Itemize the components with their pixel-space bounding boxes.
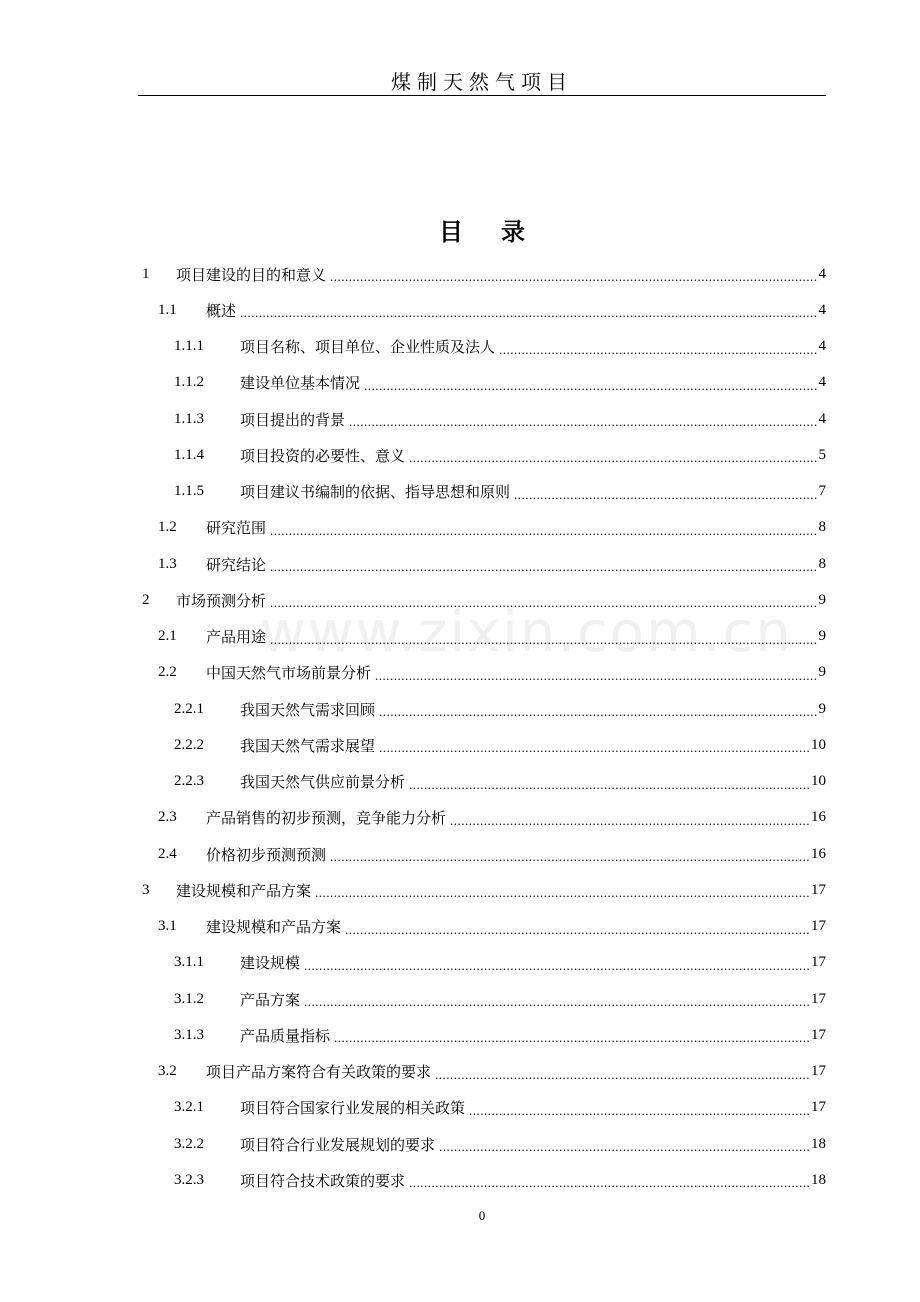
toc-entry-page: 9 [818,628,826,645]
toc-entry-page: 4 [818,265,826,282]
toc-entry-page: 9 [818,664,826,681]
toc-entry-number: 2.2.2 [174,736,204,753]
toc-entry-page: 18 [811,1135,826,1152]
toc-entry-number: 3.2.3 [174,1171,204,1188]
toc-entry[interactable] [138,546,826,582]
watermark: www.zixin.com.cn [260,600,793,665]
toc-dot-leader [304,958,809,974]
toc-entry[interactable] [138,872,826,908]
toc-dot-leader [439,1139,809,1155]
toc-entry-number: 2.4 [158,845,177,862]
toc-entry-number: 3.1.2 [174,990,204,1007]
toc-entry-label: 项目名称、项目单位、企业性质及法人 [240,338,496,357]
toc-dot-leader [379,704,816,720]
toc-entry-label: 建设规模 [240,954,301,973]
toc-entry[interactable] [138,292,826,328]
toc-dot-leader [315,885,809,901]
toc-entry[interactable] [138,945,826,981]
toc-dot-leader [375,668,816,684]
toc-dot-leader [379,740,809,756]
toc-entry-label: 项目建议书编制的依据、指导思想和原则 [240,483,511,502]
toc-entry-label: 市场预测分析 [176,591,267,610]
toc-dot-leader [409,1175,809,1191]
toc-title [138,212,826,247]
toc-entry[interactable] [138,1054,826,1090]
toc-entry-label: 项目产品方案符合有关政策的要求 [206,1063,432,1082]
toc-entry-page: 4 [818,410,826,427]
toc-dot-leader [409,450,816,466]
toc-entry-number: 1.1.5 [174,483,204,500]
toc-dot-leader [330,849,809,865]
toc-entry-number: 3.2 [158,1063,177,1080]
toc-entry-number: 2.2.1 [174,700,204,717]
toc-entry-page: 16 [811,845,826,862]
toc-entry[interactable] [138,474,826,510]
toc-entry[interactable] [138,437,826,473]
toc-entry[interactable] [138,401,826,437]
toc-entry-label: 项目符合国家行业发展的相关政策 [240,1099,466,1118]
toc-entry-number: 1.1.3 [174,410,204,427]
toc-entry-page: 9 [818,591,826,608]
toc-entry-label: 中国天然气市场前景分析 [206,664,372,683]
toc-entry-page: 8 [818,519,826,536]
toc-entry-page: 8 [818,555,826,572]
toc-entry-page: 4 [818,374,826,391]
toc-entry[interactable] [138,619,826,655]
toc-entry-number: 2.2 [158,664,177,681]
toc-entry-number: 1.1 [158,301,177,318]
toc-entry-page: 17 [811,1063,826,1080]
toc-dot-leader [334,1030,809,1046]
toc-entry-page: 17 [811,954,826,971]
toc-dot-leader [409,777,809,793]
toc-entry-number: 3.2.2 [174,1135,204,1152]
toc-entry-label: 项目符合行业发展规划的要求 [240,1135,436,1154]
toc-dot-leader [450,813,809,829]
toc-entry-page: 18 [811,1171,826,1188]
toc-entry-label: 研究结论 [206,555,267,574]
toc-entry-page: 10 [811,736,826,753]
toc-entry-number: 2.3 [158,809,177,826]
toc-entry[interactable] [138,365,826,401]
toc-entry-label: 建设规模和产品方案 [176,881,312,900]
toc-entry-label: 我国天然气供应前景分析 [240,773,406,792]
toc-dot-leader [240,305,816,321]
toc-entry-label: 概述 [206,301,237,320]
toc-entry[interactable] [138,909,826,945]
toc-list [138,256,826,1199]
toc-dot-leader [349,414,816,430]
toc-entry-number: 1.2 [158,519,177,536]
toc-dot-leader [364,378,816,394]
toc-entry-page: 17 [811,990,826,1007]
toc-entry[interactable] [138,691,826,727]
toc-entry-number: 1 [142,265,150,282]
toc-entry[interactable] [138,1162,826,1198]
toc-entry[interactable] [138,981,826,1017]
toc-entry-number: 3.1 [158,918,177,935]
toc-entry-number: 1.1.1 [174,338,204,355]
toc-entry[interactable] [138,329,826,365]
toc-entry[interactable] [138,1126,826,1162]
header-rule [138,95,826,96]
toc-entry[interactable] [138,510,826,546]
toc-entry[interactable] [138,655,826,691]
toc-entry-label: 项目建设的目的和意义 [176,265,327,284]
toc-entry-page: 4 [818,338,826,355]
toc-entry-label: 建设规模和产品方案 [206,918,342,937]
toc-entry-label: 我国天然气需求回顾 [240,700,376,719]
toc-entry[interactable] [138,764,826,800]
toc-dot-leader [270,559,816,575]
toc-dot-leader [345,922,809,938]
toc-entry-number: 2 [142,591,150,608]
toc-entry-page: 10 [811,773,826,790]
toc-entry-label: 产品方案 [240,990,301,1009]
toc-entry-number: 3 [142,881,150,898]
toc-dot-leader [514,487,816,503]
toc-entry-page: 5 [818,446,826,463]
toc-dot-leader [330,269,816,285]
toc-dot-leader [499,342,816,358]
toc-entry-number: 1.3 [158,555,177,572]
toc-entry-label: 项目提出的背景 [240,410,346,429]
toc-entry-page: 9 [818,700,826,717]
toc-entry-page: 17 [811,918,826,935]
toc-dot-leader [270,632,816,648]
toc-entry[interactable] [138,582,826,618]
toc-entry-label: 价格初步预测预测 [206,845,327,864]
toc-entry-page: 17 [811,1026,826,1043]
toc-entry-number: 3.1.1 [174,954,204,971]
toc-entry[interactable] [138,800,826,836]
toc-entry-page: 16 [811,809,826,826]
toc-entry-number: 1.1.2 [174,374,204,391]
toc-entry[interactable] [138,1090,826,1126]
toc-entry-page: 4 [818,301,826,318]
toc-entry-label: 我国天然气需求展望 [240,736,376,755]
toc-entry-page: 7 [818,483,826,500]
toc-entry[interactable] [138,1017,826,1053]
toc-dot-leader [469,1103,809,1119]
toc-entry-label: 项目投资的必要性、意义 [240,446,406,465]
toc-entry-label: 项目符合技术政策的要求 [240,1171,406,1190]
toc-title-char-2: 录 [501,218,525,246]
toc-title-char-1: 目 [439,218,463,246]
toc-entry[interactable] [138,256,826,292]
toc-entry-number: 2.2.3 [174,773,204,790]
footer-page-number: 0 [478,1208,486,1223]
toc-entry-label: 建设单位基本情况 [240,374,361,393]
toc-dot-leader [270,595,816,611]
running-header-title: 煤制天然气项目 [391,70,573,94]
toc-entry-page: 17 [811,881,826,898]
toc-entry-label: 产品销售的初步预测，竞争能力分析 [206,809,447,828]
toc-dot-leader [304,994,809,1010]
toc-entry-number: 3.2.1 [174,1099,204,1116]
toc-entry-page: 17 [811,1099,826,1116]
toc-entry-label: 产品质量指标 [240,1026,331,1045]
toc-entry-label: 研究范围 [206,519,267,538]
toc-entry-number: 1.1.4 [174,446,204,463]
toc-entry[interactable] [138,727,826,763]
toc-entry-number: 3.1.3 [174,1026,204,1043]
toc-entry[interactable] [138,836,826,872]
toc-dot-leader [435,1067,809,1083]
toc-dot-leader [270,523,816,539]
toc-entry-label: 产品用途 [206,628,267,647]
toc-entry-number: 2.1 [158,628,177,645]
